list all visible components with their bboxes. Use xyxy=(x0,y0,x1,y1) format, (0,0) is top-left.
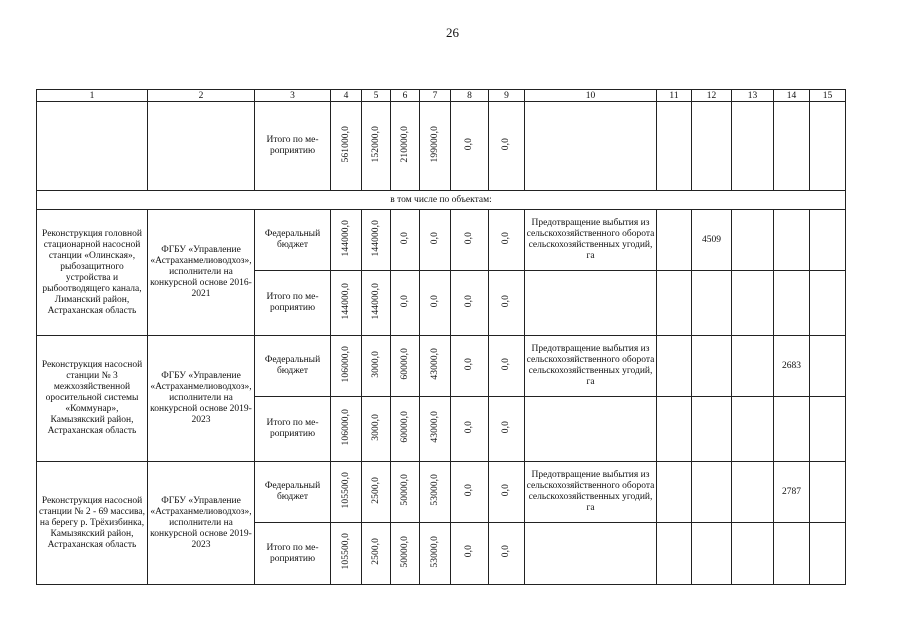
empty-cell xyxy=(732,397,774,462)
indicator-value: 4509 xyxy=(692,210,732,271)
empty-cell xyxy=(148,102,255,191)
value-cell: 0,0 xyxy=(391,271,420,336)
value-cell: 0,0 xyxy=(489,523,525,585)
header-cell: 6 xyxy=(391,90,420,102)
empty-cell xyxy=(525,397,657,462)
empty-cell xyxy=(657,102,692,191)
value-cell: 199000,0 xyxy=(420,102,451,191)
object-executor: ФГБУ «Управление «Астраханмелиоводхоз», исполнители на конкурсной основе 2019-2023 xyxy=(148,336,255,462)
value-cell: 0,0 xyxy=(489,397,525,462)
value-cell: 0,0 xyxy=(451,102,489,191)
header-cell: 4 xyxy=(331,90,362,102)
subheading: в том числе по объектам: xyxy=(37,191,846,210)
header-cell: 2 xyxy=(148,90,255,102)
value-cell: 144000,0 xyxy=(331,271,362,336)
value-cell: 60000,0 xyxy=(391,336,420,397)
total-row xyxy=(37,102,846,191)
funding-source: Итого по ме-роприятию xyxy=(255,271,331,336)
object-name: Реконструкция головной стационарной насосной станции «Олинская», рыбозащитного устройства и рыбоотводящего канала, Лиманский район, Астраханская область xyxy=(37,210,148,336)
value-cell: 3000,0 xyxy=(362,336,391,397)
header-cell: 3 xyxy=(255,90,331,102)
empty-cell xyxy=(810,523,846,585)
value-cell: 105500,0 xyxy=(331,523,362,585)
indicator-value xyxy=(774,210,810,271)
empty-cell xyxy=(525,523,657,585)
header-cell: 1 xyxy=(37,90,148,102)
indicator-value xyxy=(810,462,846,523)
value-cell: 0,0 xyxy=(489,210,525,271)
header-row xyxy=(37,90,846,102)
value-cell: 105500,0 xyxy=(331,462,362,523)
indicator-value xyxy=(810,336,846,397)
empty-cell xyxy=(732,523,774,585)
empty-cell xyxy=(774,102,810,191)
empty-cell xyxy=(732,271,774,336)
empty-cell xyxy=(774,523,810,585)
empty-cell xyxy=(657,271,692,336)
value-cell: 0,0 xyxy=(489,271,525,336)
value-cell: 0,0 xyxy=(451,462,489,523)
value-cell: 152000,0 xyxy=(362,102,391,191)
empty-cell xyxy=(657,523,692,585)
value-cell: 144000,0 xyxy=(362,271,391,336)
empty-cell xyxy=(525,102,657,191)
indicator-value: 2683 xyxy=(774,336,810,397)
indicator-value xyxy=(732,336,774,397)
header-cell: 10 xyxy=(525,90,657,102)
value-cell: 2500,0 xyxy=(362,523,391,585)
empty-cell xyxy=(692,397,732,462)
value-cell: 0,0 xyxy=(451,210,489,271)
value-cell: 210000,0 xyxy=(391,102,420,191)
value-cell: 0,0 xyxy=(391,210,420,271)
value-cell: 0,0 xyxy=(420,271,451,336)
funding-source: Федеральный бюджет xyxy=(255,462,331,523)
value-cell: 50000,0 xyxy=(391,462,420,523)
value-cell: 144000,0 xyxy=(331,210,362,271)
value-cell: 53000,0 xyxy=(420,462,451,523)
object-executor: ФГБУ «Управление «Астраханмелиоводхоз», исполнители на конкурсной основе 2019-2023 xyxy=(148,462,255,585)
header-cell: 5 xyxy=(362,90,391,102)
header-cell: 13 xyxy=(732,90,774,102)
indicator-value xyxy=(692,462,732,523)
object-row xyxy=(37,210,846,271)
indicator-value xyxy=(692,336,732,397)
empty-cell xyxy=(810,397,846,462)
empty-cell xyxy=(774,271,810,336)
indicator-cell: Предотвращение выбытия из сельскохозяйственного оборота сельскохозяйственных угодий, га xyxy=(525,210,657,271)
empty-cell xyxy=(810,102,846,191)
program-table xyxy=(36,89,846,585)
object-name: Реконструкция насосной станции № 2 - 69 массива, на берегу р. Трёхизбинка, Камызякский район, Астраханская область xyxy=(37,462,148,585)
value-cell: 106000,0 xyxy=(331,397,362,462)
header-cell: 8 xyxy=(451,90,489,102)
value-cell: 60000,0 xyxy=(391,397,420,462)
value-cell: 106000,0 xyxy=(331,336,362,397)
header-cell: 15 xyxy=(810,90,846,102)
object-name: Реконструкция насосной станции № 3 межхозяйственной оросительной системы «Коммунар», Камызякский район, Астраханская область xyxy=(37,336,148,462)
value-cell: 50000,0 xyxy=(391,523,420,585)
header-cell: 14 xyxy=(774,90,810,102)
header-cell: 9 xyxy=(489,90,525,102)
empty-cell xyxy=(810,271,846,336)
indicator-cell: Предотвращение выбытия из сельскохозяйственного оборота сельскохозяйственных угодий, га xyxy=(525,462,657,523)
object-row xyxy=(37,336,846,397)
indicator-value: 2787 xyxy=(774,462,810,523)
indicator-value xyxy=(657,210,692,271)
object-executor: ФГБУ «Управление «Астраханмелиоводхоз», исполнители на конкурсной основе 2016-2021 xyxy=(148,210,255,336)
empty-cell xyxy=(692,102,732,191)
value-cell: 561000,0 xyxy=(331,102,362,191)
value-cell: 3000,0 xyxy=(362,397,391,462)
value-cell: 43000,0 xyxy=(420,397,451,462)
indicator-value xyxy=(732,462,774,523)
empty-cell xyxy=(525,271,657,336)
funding-source: Федеральный бюджет xyxy=(255,210,331,271)
empty-cell xyxy=(657,397,692,462)
value-cell: 144000,0 xyxy=(362,210,391,271)
value-cell: 0,0 xyxy=(451,336,489,397)
empty-cell xyxy=(37,102,148,191)
value-cell: 2500,0 xyxy=(362,462,391,523)
funding-source: Итого по ме-роприятию xyxy=(255,523,331,585)
empty-cell xyxy=(692,523,732,585)
empty-cell xyxy=(774,397,810,462)
funding-source: Федеральный бюджет xyxy=(255,336,331,397)
page-number: 26 xyxy=(446,25,459,40)
funding-source: Итого по ме-роприятию xyxy=(255,102,331,191)
value-cell: 43000,0 xyxy=(420,336,451,397)
header-cell: 7 xyxy=(420,90,451,102)
indicator-value xyxy=(657,336,692,397)
header-cell: 12 xyxy=(692,90,732,102)
indicator-value xyxy=(657,462,692,523)
value-cell: 0,0 xyxy=(489,462,525,523)
object-row xyxy=(37,462,846,523)
indicator-value xyxy=(810,210,846,271)
value-cell: 0,0 xyxy=(489,102,525,191)
empty-cell xyxy=(692,271,732,336)
indicator-value xyxy=(732,210,774,271)
value-cell: 0,0 xyxy=(489,336,525,397)
funding-source: Итого по ме-роприятию xyxy=(255,397,331,462)
subheading-row xyxy=(37,191,846,210)
empty-cell xyxy=(732,102,774,191)
value-cell: 0,0 xyxy=(451,523,489,585)
value-cell: 0,0 xyxy=(451,397,489,462)
value-cell: 0,0 xyxy=(420,210,451,271)
value-cell: 53000,0 xyxy=(420,523,451,585)
header-cell: 11 xyxy=(657,90,692,102)
indicator-cell: Предотвращение выбытия из сельскохозяйственного оборота сельскохозяйственных угодий, га xyxy=(525,336,657,397)
value-cell: 0,0 xyxy=(451,271,489,336)
